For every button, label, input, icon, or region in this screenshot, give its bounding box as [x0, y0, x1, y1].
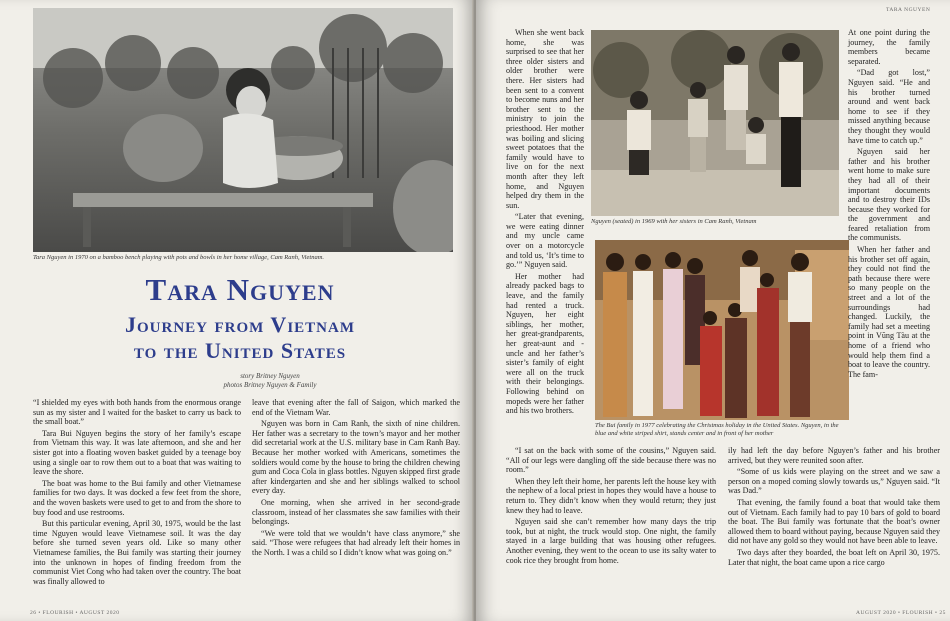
paragraph: When she went back home, she was surprised to see that her three older sisters and older brother were there. Her sisters had been sent to a convent to become nuns and her brother sent to the ministry to join the priesthood. Her mother was boiling and slicing sweet potatoes that the family would have to live on for the next month after they left home, and Nguyen helped dry them in the sun. — [506, 28, 584, 210]
photo-caption: The Bui family in 1977 celebrating the Christmas holiday in the United States. Nguyen, in the blue and white striped shirt, stands center and in front of her mother — [595, 422, 839, 437]
byline — [195, 372, 345, 390]
paragraph: “Dad got lost,” Nguyen said. “He and his brother turned around and went back home to see if they missed anything because they thought they would have time to catch up.” — [848, 68, 930, 145]
paragraph: Two days after they boarded, the boat left on April 30, 1975. Later that night, the boat came upon a rice cargo — [728, 547, 940, 567]
paragraph: Tara Bui Nguyen begins the story of her family’s escape from Vietnam this way. It was late afternoon, and she and her sister got into a floating woven basket guided by a teenage boy using a single oar to row them out to a boat that was waiting to leave the shore. — [33, 428, 241, 477]
sisters-photo — [591, 30, 839, 216]
paragraph: “I shielded my eyes with both hands from the enormous orange sun as my sister and I waited for the basket to carry us back to the small boat.” — [33, 398, 241, 427]
left-page — [0, 0, 474, 621]
photo-caption: Tara Nguyen in 1970 on a bamboo bench playing with pots and bowls in her home village, Cam Ranh, Vietnam. — [33, 254, 325, 261]
byline-photos: photos Britney Nguyen & Family — [223, 381, 317, 389]
subtitle-line-2: to the United States — [133, 338, 347, 363]
paragraph: “Some of us kids were playing on the street and we saw a person on a moped coming slowly towards us,” Nguyen said. “It was Dad.” — [728, 467, 940, 496]
paragraph: “Later that evening, we were eating dinner and my uncle came over on a motorcycle and told us, ‘It’s time to go.’” Nguyen said. — [506, 212, 584, 270]
right-page — [476, 0, 950, 621]
paragraph: Her mother had already packed bags to leave, and the family had rented a truck. Nguyen, her eight siblings, her mother, her great-grandparents, her great-aunt and -uncle and her father’s sister’s family of eight were all on the truck with their belongings. Following behind on mopeds were her father and his two brothers. — [506, 271, 584, 416]
paragraph: Nguyen said her father and his brother went home to make sure they had all of their important documents and to destroy their IDs because they worked for the government and feared retaliation from the communists. — [848, 147, 930, 243]
right-bottom-column-2 — [728, 446, 940, 569]
left-column-2 — [252, 398, 460, 560]
paragraph: At one point during the journey, the family members became separated. — [848, 28, 930, 66]
paragraph: ily had left the day before Nguyen’s father and his brother arrived, but they were reunited soon after. — [728, 446, 940, 465]
page-folio-left: 26 • FLOURISH • AUGUST 2020 — [30, 610, 120, 616]
left-column-1 — [33, 398, 241, 588]
paragraph: “I sat on the back with some of the cousins,” Nguyen said. “All of our legs were dangling off the side because there was no room.” — [506, 446, 716, 475]
childhood-photo — [33, 8, 453, 252]
paragraph: “We were told that we wouldn’t have class anymore,” she said. “Those were refugees that had already left their homes in the North. I was a child so I didn’t know what was going on.” — [252, 528, 460, 557]
paragraph: When her father and his brother set off again, they could not find the path because there were so many people on the street and a lot of the surroundings had changed. Luckily, the family had set a meeting point in Vũng Tàu at the home of a friend who would help them find a boat to leave the country. The fam- — [848, 245, 930, 379]
paragraph: One morning, when she arrived in her second-grade classroom, instead of her classmates she saw families with their belongings. — [252, 497, 460, 527]
photo-caption: Nguyen (seated) in 1969 with her sisters in Cam Ranh, Vietnam — [591, 218, 757, 225]
family-christmas-photo — [595, 240, 849, 420]
running-header: TARA NGUYEN — [886, 7, 931, 13]
paragraph: Nguyen said she can’t remember how many days the trip took, but at night, the truck would stop. One night, the family stayed in a large building that was housing other refugees. Another evening, they went to the ocean to use its salty water to cook rice they brought from home. — [506, 517, 716, 565]
byline-story: story Britney Nguyen — [240, 372, 300, 380]
paragraph: But this particular evening, April 30, 1975, would be the last time Nguyen would leave Vietnamese soil. It was the day before she turned seven years old. Like so many other Vietnamese families, the Bui family was starting their journey into the unknown in hopes of finding freedom from the communist Viet Cong who had taken over the country. The boat was finally allowed to — [33, 519, 241, 586]
paragraph: That evening, the family found a boat that would take them out of Vietnam. Each family had to pay 10 bars of gold to board the boat. The Bui family was fortunate that the boat’s owner allowed them to board without paying, because Nguyen said they did not have any gold so they would not have been able to leave. — [728, 497, 940, 546]
article-subtitle — [40, 312, 440, 364]
right-column-c — [848, 28, 930, 381]
article-title: Tara Nguyen — [145, 272, 335, 307]
subtitle-line-1: Journey from Vietnam — [125, 312, 355, 337]
right-bottom-column-1 — [506, 446, 716, 567]
paragraph: leave that evening after the fall of Saigon, which marked the end of the Vietnam War. — [252, 398, 460, 417]
paragraph: Nguyen was born in Cam Ranh, the sixth of nine children. Her father was a secretary to the town’s mayor and her mother did secretarial work at the U.S. military base in Cam Ranh Bay. Because her mother worked with Americans, sometimes the soldiers would come by the house to bring the children chewing gum and Coca Cola in glass bottles. Nguyen skipped first grade after kindergarten and she and her siblings walked to school every day. — [252, 419, 460, 496]
paragraph: When they left their home, her parents left the house key with the nephew of a local priest in hopes they would have a house to return to. They didn’t know when they would return; they just knew they had to leave. — [506, 476, 716, 515]
right-column-a — [506, 28, 584, 418]
page-folio-right: AUGUST 2020 • FLOURISH • 25 — [856, 610, 946, 616]
paragraph: The boat was home to the Bui family and other Vietnamese families for two days. It was docked a few feet from the shore, and the woven baskets were used to get to and from the shore to buy food and use restrooms. — [33, 478, 241, 517]
